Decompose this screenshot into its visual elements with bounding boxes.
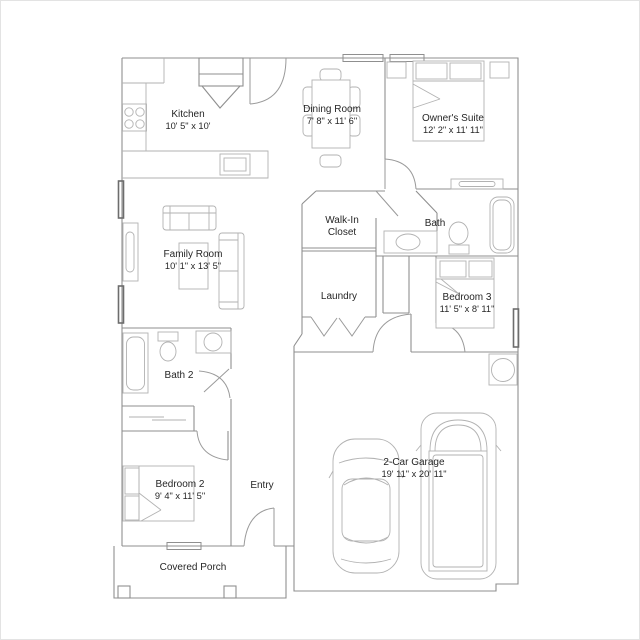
entry-label: Entry (250, 480, 274, 491)
floor-plan-drawing (1, 1, 640, 640)
walk-in-closet-door (376, 191, 398, 216)
bath-sink-icon (384, 231, 437, 253)
bedroom3-label: Bedroom 3 (442, 292, 492, 303)
bedroom3-dims: 11' 5" x 8' 11" (439, 304, 495, 314)
bedroom2-closet-walls (122, 406, 197, 431)
water-heater-icon (489, 354, 517, 385)
bedroom2-label: Bedroom 2 (155, 479, 205, 490)
sofa-icon (163, 206, 216, 230)
closet-slider-doors (129, 417, 186, 420)
covered-porch-label: Covered Porch (159, 562, 227, 573)
porch-post (118, 586, 130, 598)
bath2-door (199, 369, 230, 398)
kitchen-dining-door (250, 58, 286, 104)
truck-icon (416, 413, 501, 579)
closet-south-wall (302, 248, 376, 251)
bath2-toilet-icon (158, 332, 178, 361)
stove-icon (123, 104, 147, 131)
walk-in-closet-label-line1: Walk-In (325, 215, 359, 226)
family-room-label: Family Room (163, 249, 223, 260)
kitchen-label: Kitchen (171, 109, 205, 120)
family-room-window-lower (119, 286, 124, 323)
family-room-window-upper (119, 181, 124, 218)
laundry-double-doors (311, 317, 365, 336)
owners-suite-label: Owner's Suite (422, 113, 484, 124)
kitchen-dims: 10' 5" x 10' (165, 121, 211, 131)
bedroom2-door (197, 431, 228, 460)
pantry-door (199, 74, 243, 108)
garage-dims: 19' 11" x 20' 11" (381, 469, 447, 479)
tv-console-icon (123, 223, 138, 281)
bath-toilet-icon (449, 222, 469, 254)
laundry-label: Laundry (320, 291, 358, 302)
bath-label: Bath (424, 218, 446, 229)
walk-in-closet-label-line2: Closet (327, 227, 357, 238)
owners-suite-dims: 12' 2" x 11' 11" (423, 125, 483, 135)
bath2-label: Bath 2 (164, 370, 194, 381)
dining-room-dims: 7' 8" x 11' 6" (306, 116, 358, 126)
loveseat-icon (219, 233, 244, 309)
front-door (244, 508, 274, 546)
bath2-sink-icon (196, 331, 231, 353)
family-room-dims: 10' 1" x 13' 5" (164, 261, 222, 271)
garage-label: 2-Car Garage (383, 457, 445, 468)
hall-closet-nook (383, 256, 409, 313)
pantry (199, 58, 243, 86)
bath-tub-icon (490, 197, 514, 253)
room-labels (155, 104, 495, 573)
dresser-icon (451, 179, 503, 189)
owners-suite-door (385, 159, 416, 189)
bedroom3-window (514, 309, 519, 347)
garage-entry-door (373, 314, 411, 352)
porch-post (224, 586, 236, 598)
dining-room-label: Dining Room (303, 104, 361, 115)
bath2-tub-icon (123, 333, 148, 393)
bedroom2-dims: 9' 4" x 11' 5" (154, 491, 206, 501)
